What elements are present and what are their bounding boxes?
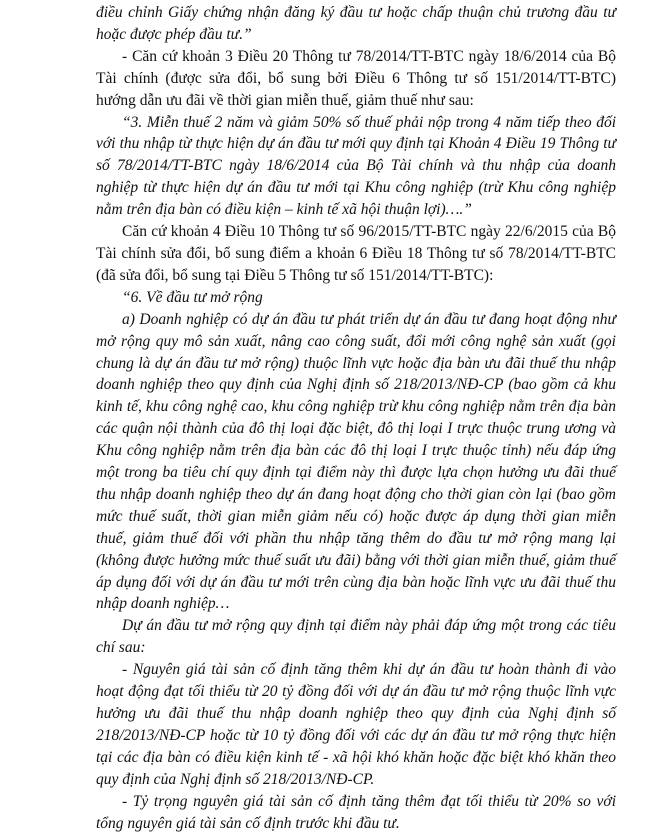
paragraph-criterion-2: - Tỷ trọng nguyên giá tài sản cố định tăng thêm đạt tối thiểu từ 20% so với tổng nguyên giá tài sản cố định trước khi đầu tư. — [96, 792, 616, 832]
document-page — [96, 0, 616, 834]
paragraph-criteria-intro: Dự án đầu tư mở rộng quy định tại điểm này phải đáp ứng một trong các tiêu chí sau: — [96, 617, 616, 657]
paragraph-tax-exemption-quote: “3. Miễn thuế 2 năm và giảm 50% số thuế phải nộp trong 4 năm tiếp theo đối với thu nhập từ thực hiện dự án đầu tư mới quy định tại Khoản 4 Điều 19 Thông tư số 78/2014/TT-BTC ngày 18/6/2014 của Bộ Tài chính và thu nhập của doanh nghiệp từ thực hiện dự án đầu tư mới tại Khu công nghiệp (trừ Khu công nghiệp nằm trên địa bàn có điều kiện – kinh tế xã hội thuận lợi)….” — [96, 113, 616, 219]
paragraph-quote-end: điều chỉnh Giấy chứng nhận đăng ký đầu tư hoặc chấp thuận chủ trương đầu tư hoặc được phép đầu tư.” — [96, 4, 616, 43]
paragraph-criterion-1: - Nguyên giá tài sản cố định tăng thêm khi dự án đầu tư hoàn thành đi vào hoạt động đạt tối thiểu từ 20 tỷ đồng đối với dự án đầu tư mở rộng thuộc lĩnh vực hưởng ưu đãi thuế thu nhập doanh nghiệp theo quy định của Nghị định số 218/2013/NĐ-CP hoặc từ 10 tỷ đồng đối với các dự án đầu tư mở rộng thực hiện tại các địa bàn có điều kiện kinh tế - xã hội khó khăn hoặc đặc biệt khó khăn theo quy định của Nghị định số 218/2013/NĐ-CP. — [96, 661, 616, 788]
paragraph-circular-96: Căn cứ khoản 4 Điều 10 Thông tư số 96/2015/TT-BTC ngày 22/6/2015 của Bộ Tài chính sửa đổi, bổ sung điểm a khoản 6 Điều 18 Thông tư số 78/2014/TT-BTC (đã sửa đổi, bổ sung tại Điều 5 Thông tư số 151/2014/TT-BTC): — [96, 223, 616, 284]
paragraph-expansion-a: a) Doanh nghiệp có dự án đầu tư phát triển dự án đầu tư đang hoạt động như mở rộng quy mô sản xuất, nâng cao công suất, đổi mới công nghệ sản xuất (gọi chung là dự án đầu tư mở rộng) thuộc lĩnh vực hoặc địa bàn ưu đãi thuế thu nhập doanh nghiệp theo quy định của Nghị định số 218/2013/NĐ-CP (bao gồm cả khu kinh tế, khu công nghệ cao, khu công nghiệp trừ khu công nghiệp nằm trên địa bàn các quận nội thành của đô thị loại đặc biệt, đô thị loại I trực thuộc trung ương và Khu công nghiệp nằm trên địa bàn các đô thị loại I trực thuộc tỉnh) nếu đáp ứng một trong ba tiêu chí quy định tại điểm này thì được lựa chọn hưởng ưu đãi thuế thu nhập doanh nghiệp theo dự án đang hoạt động cho thời gian còn lại (bao gồm mức thuế suất, thời gian miễn giảm nếu có) hoặc được áp dụng thời gian miễn thuế, giảm thuế đối với phần thu nhập tăng thêm do đầu tư mở rộng mang lại (không được hưởng mức thuế suất ưu đãi) bằng với thời gian miễn thuế, giảm thuế áp dụng đối với dự án đầu tư mới trên cùng địa bàn hoặc lĩnh vực ưu đãi thuế thu nhập doanh nghiệp… — [96, 310, 616, 613]
paragraph-expansion-heading: “6. Về đầu tư mở rộng — [122, 288, 263, 306]
paragraph-circular-78-clause-3: - Căn cứ khoản 3 Điều 20 Thông tư 78/2014/TT-BTC ngày 18/6/2014 của Bộ Tài chính (được sửa đổi, bổ sung bởi Điều 6 Thông tư số 151/2014/TT-BTC) hướng dẫn ưu đãi về thời gian miễn thuế, giảm thuế như sau: — [96, 47, 616, 109]
